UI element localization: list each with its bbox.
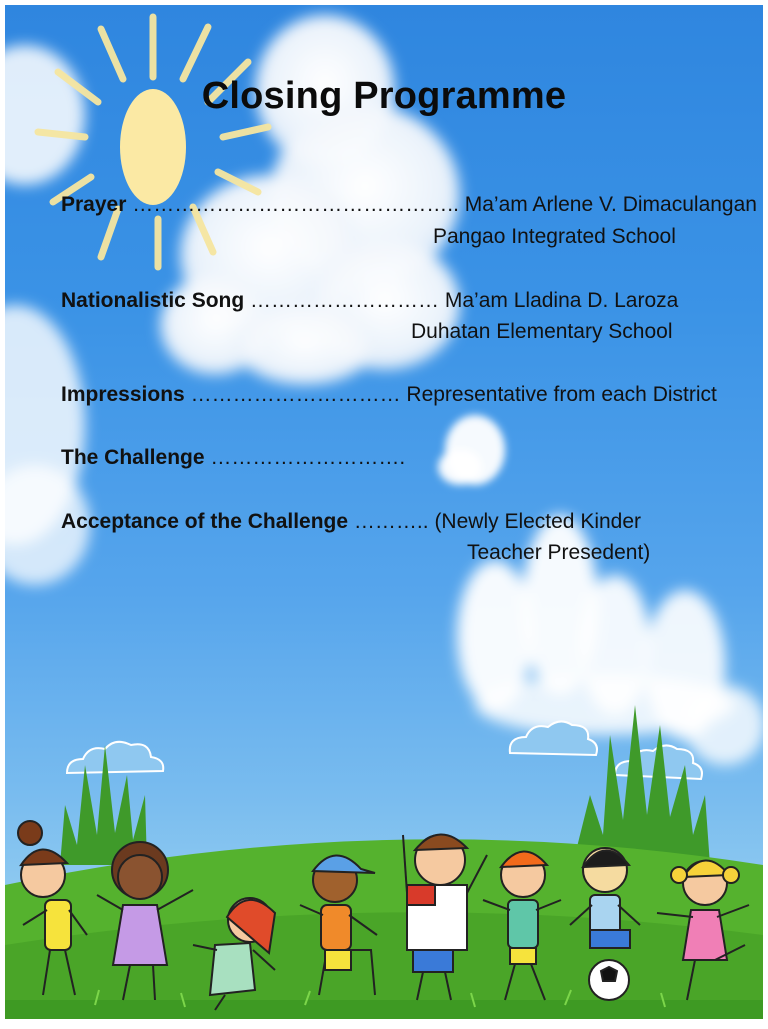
item-leader-dots: ………………………… bbox=[190, 383, 401, 406]
programme-item-the-challenge bbox=[61, 442, 405, 473]
item-label: The Challenge bbox=[61, 446, 205, 469]
programme-item-nationalistic-song bbox=[61, 285, 678, 316]
item-leader-dots: ………………………. bbox=[210, 446, 406, 469]
programme-item-prayer bbox=[61, 189, 757, 220]
item-presenter-title: Teacher Presedent) bbox=[467, 541, 651, 564]
item-presenter-school: Duhatan Elementary School bbox=[411, 320, 673, 343]
item-label: Prayer bbox=[61, 193, 127, 216]
item-leader-dots: ……………………… bbox=[250, 289, 440, 312]
programme-item-impressions bbox=[61, 379, 717, 410]
item-label: Impressions bbox=[61, 383, 185, 406]
page-title: Closing Programme bbox=[201, 75, 567, 117]
item-label: Nationalistic Song bbox=[61, 289, 245, 312]
item-leader-dots: ……………………………………….. bbox=[132, 193, 459, 216]
item-presenter: Representative from each District bbox=[406, 383, 717, 406]
small-cloud-icon bbox=[438, 415, 505, 485]
item-presenter: Ma’am Arlene V. Dimaculangan bbox=[464, 193, 757, 216]
item-presenter: Ma’am Lladina D. Laroza bbox=[444, 289, 679, 312]
item-presenter: (Newly Elected Kinder bbox=[434, 510, 642, 533]
item-presenter-school: Pangao Integrated School bbox=[433, 225, 676, 248]
programme-page bbox=[5, 5, 763, 1019]
item-leader-dots: ……….. bbox=[353, 510, 429, 533]
programme-item-acceptance bbox=[61, 506, 641, 537]
item-label: Acceptance of the Challenge bbox=[61, 510, 349, 533]
